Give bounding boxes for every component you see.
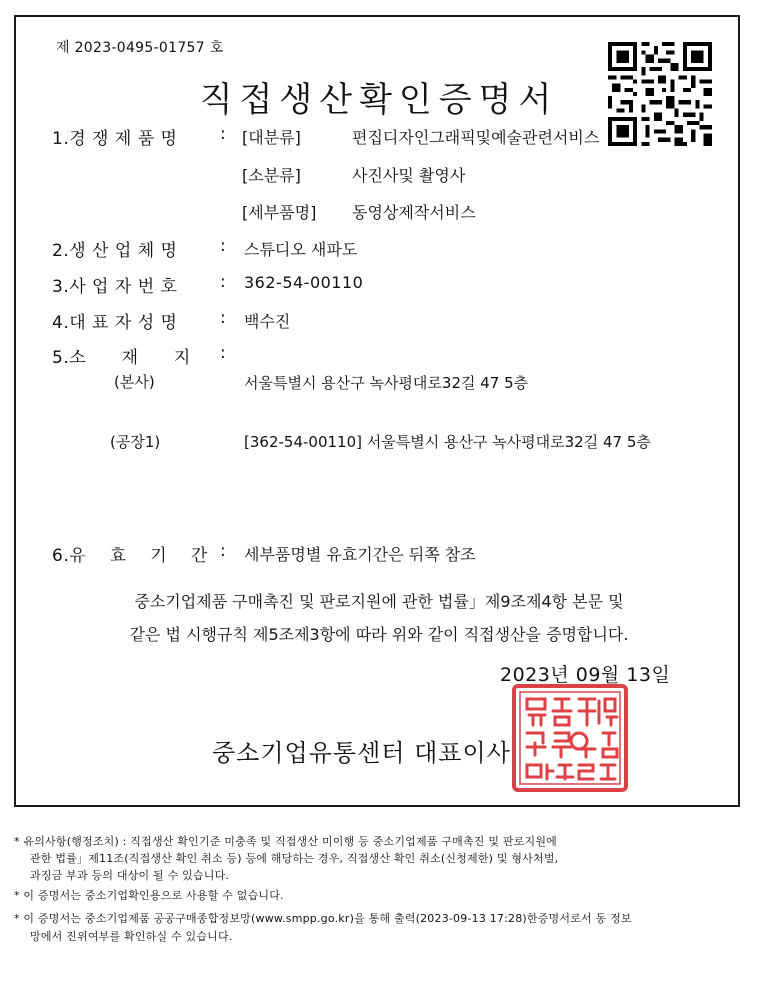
official-seal-icon [511,683,629,793]
issue-date: 2023년 09월 13일 [500,664,671,686]
product-colon: : [220,124,226,144]
category-detail-tag: [세부품명] [242,203,317,222]
company-label: 2.생 산 업 체 명 [52,241,178,261]
company-value: 스튜디오 새파도 [244,240,358,259]
note-3-line-2: 망에서 진위여부를 확인하실 수 있습니다. [30,930,233,943]
business-number-value: 362-54-00110 [244,273,364,292]
document-title: 직접생산확인증명서 [199,80,559,120]
business-number-label: 3.사 업 자 번 호 [52,277,178,297]
note-1-line-3: 과징금 부과 등의 대상이 될 수 있습니다. [30,869,230,882]
ceo-value: 백수진 [244,312,291,331]
address-label: 5.소 재 지 [52,348,191,368]
ceo-label: 4.대 표 자 성 명 [52,313,178,333]
note-1-line-2: 관한 법률」제11조(직접생산 확인 취소 등) 등에 해당하는 경우, 직접생산 확인 취소(신청제한) 및 형사처벌, [30,852,559,865]
category-detail-value: 동영상제작서비스 [352,203,476,222]
category-minor-tag: [소분류] [242,166,301,185]
document-number: 제 2023-0495-01757 호 [56,40,224,56]
product-label: 1.경 쟁 제 품 명 [52,129,178,149]
validity-colon: : [220,541,226,561]
business-number-colon: : [220,272,226,292]
company-colon: : [220,236,226,256]
issuer-name: 중소기업유통센터 대표이사 [212,739,511,767]
statement-line-1: 중소기업제품 구매촉진 및 판로지원에 관한 법률」제9조제4항 본문 및 [134,592,624,611]
ceo-colon: : [220,308,226,328]
note-3-line-1: * 이 증명서는 중소기업제품 공공구매종합정보망(www.smpp.go.kr)을 통해 출력(2023-09-13 17:28)한증명서로서 동 정보 [14,912,632,925]
note-1-line-1: * 유의사항(행정조치) : 직접생산 확인기준 미충족 및 직접생산 미이행 등 중소기업제품 구매촉진 및 판로지원에 [14,835,557,848]
note-2: * 이 증명서는 중소기업확인용으로 사용할 수 없습니다. [14,889,284,902]
category-major-tag: [대분류] [242,128,301,147]
validity-value: 세부품명별 유효기간은 뒤쪽 참조 [244,545,476,564]
category-minor-value: 사진사및 촬영사 [352,166,466,185]
hq-tag: (본사) [114,373,155,391]
statement-line-2: 같은 법 시행규칙 제5조제3항에 따라 위와 같이 직접생산을 증명합니다. [129,625,629,644]
category-major-value: 편집디자인그래픽및예술관련서비스 [352,128,600,147]
factory-tag: (공장1) [110,433,161,451]
validity-label: 6.유 효 기 간 [52,546,208,566]
factory-address: [362-54-00110] 서울특별시 용산구 녹사평대로32길 47 5층 [244,433,651,451]
address-colon: : [220,343,226,363]
hq-address: 서울특별시 용산구 녹사평대로32길 47 5층 [244,374,529,392]
